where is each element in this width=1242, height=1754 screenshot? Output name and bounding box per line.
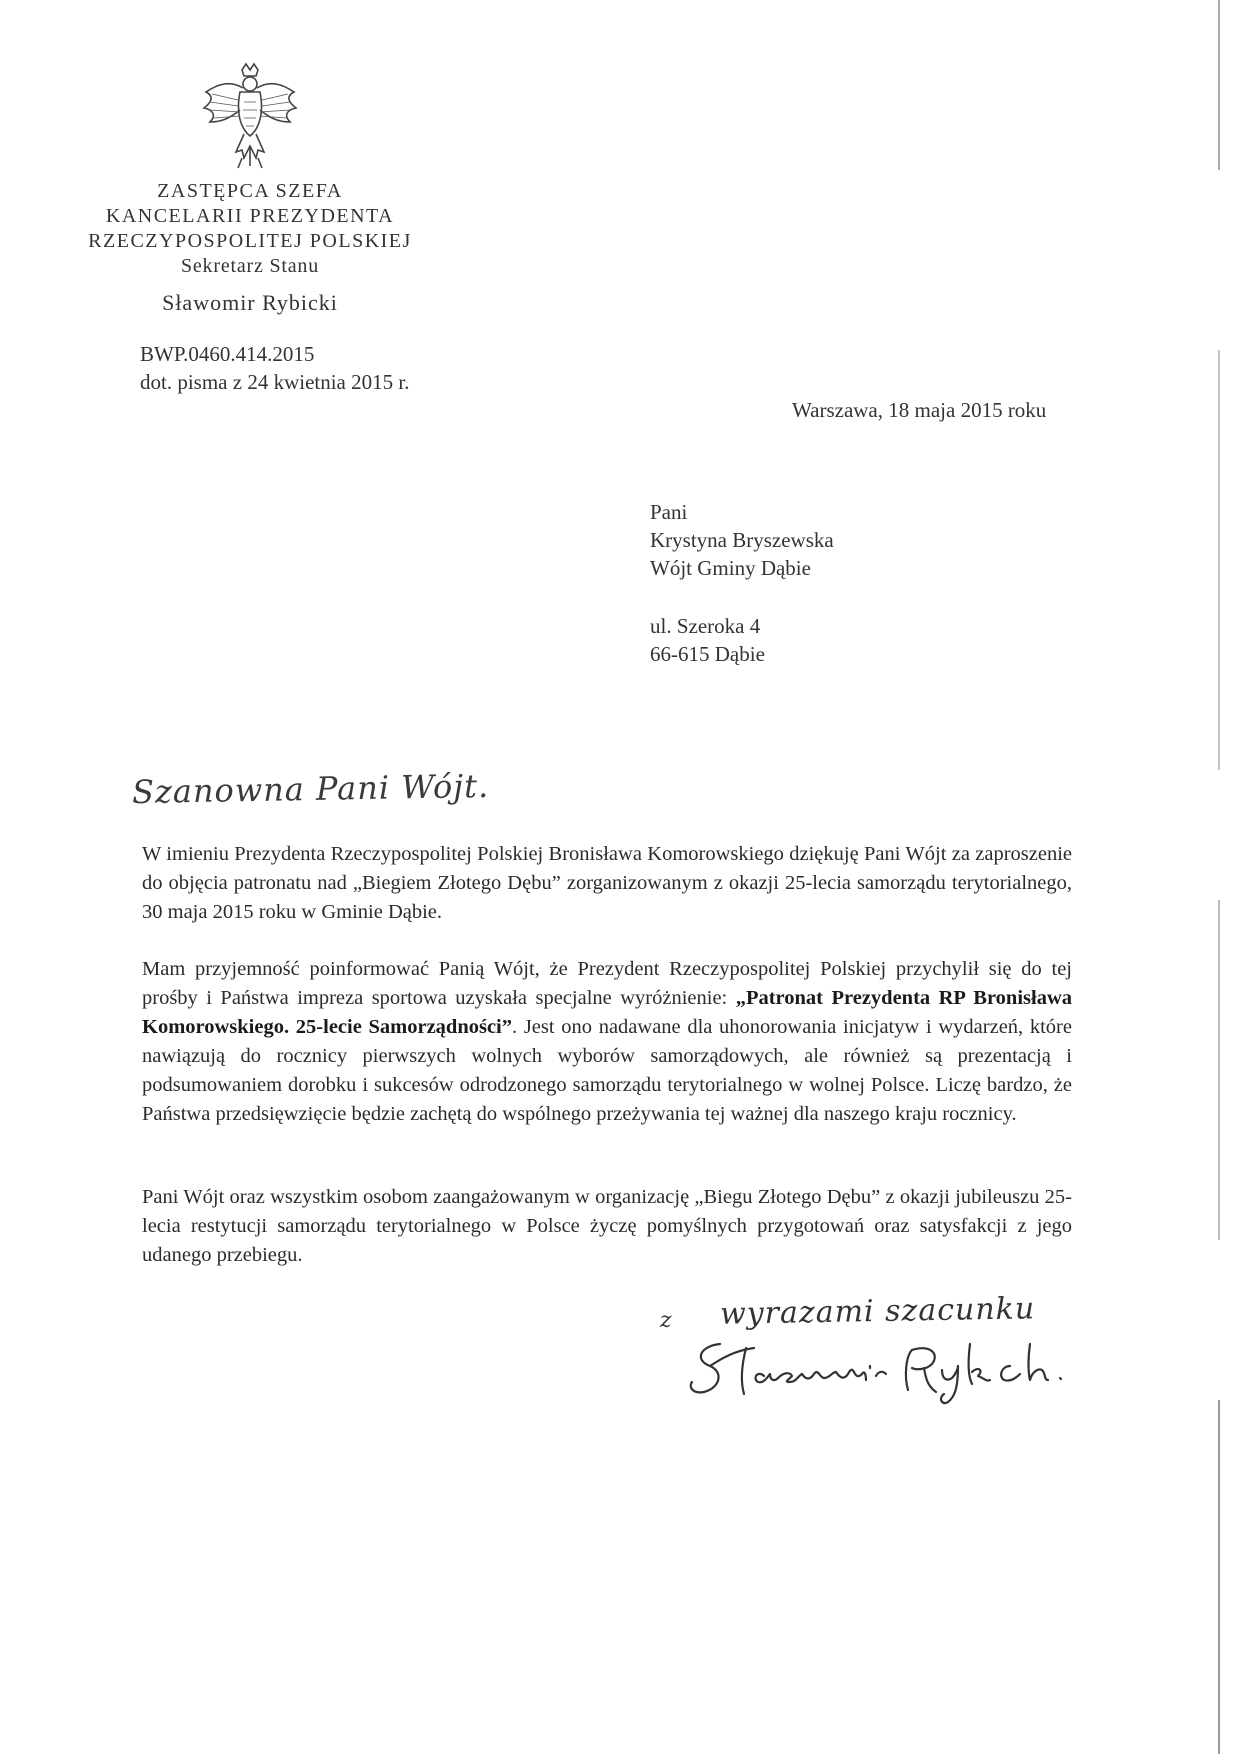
reference-regarding: dot. pisma z 24 kwietnia 2015 r.	[140, 370, 410, 394]
reference-number: BWP.0460.414.2015	[140, 342, 315, 366]
scan-edge-mark	[1218, 1400, 1220, 1754]
date-line: Warszawa, 18 maja 2015 roku	[792, 398, 1047, 422]
recipient-postal: 66-615 Dąbie	[650, 642, 765, 666]
scan-edge-mark	[1218, 0, 1220, 170]
header-title-line3: RZECZYPOSPOLITEJ POLSKIEJ	[88, 230, 412, 252]
scan-edge-mark	[1218, 350, 1220, 770]
body-paragraph-2-start: Mam przyjemność poinformować Panią Wójt, że Prezydent Rzeczypospolitej Polskiej przychylił się do tej prośby i Państwa impreza sportowa uzyskała specjalne wyróżnienie:	[142, 958, 1072, 1009]
sender-name: Sławomir Rybicki	[162, 290, 338, 315]
header-title-line4: Sekretarz Stanu	[180, 255, 320, 277]
recipient-street: ul. Szeroka 4	[650, 614, 761, 638]
polish-eagle-emblem-icon	[200, 62, 300, 172]
body-paragraph-2	[142, 955, 1072, 1129]
recipient-position: Wójt Gminy Dąbie	[650, 556, 811, 580]
handwritten-signature	[680, 1336, 1080, 1406]
recipient-name: Krystyna Bryszewska	[650, 528, 834, 552]
scan-edge-mark	[1218, 900, 1220, 1240]
body-paragraph-3: Pani Wójt oraz wszystkim osobom zaangażowanym w organizację „Biegu Złotego Dębu” z okazji jubileuszu 25-lecia restytucji samorządu terytorialnego w Polsce życzę pomyślnych przygotowań oraz satysfakcji z jego udanego przebiegu.	[142, 1186, 1072, 1266]
header-title-line2: KANCELARII PREZYDENTA	[105, 205, 395, 227]
closing-phrase: wyrazami szacunku	[719, 1291, 1036, 1332]
header-title-line1: ZASTĘPCA SZEFA	[157, 180, 343, 202]
patronat-title: „Patronat Prezydenta RP Bronisława Komorowskiego. 25-lecie Samorządności”	[142, 987, 1072, 1038]
handwritten-salutation: Szanowna Pani Wójt.	[131, 766, 490, 812]
recipient-title: Pani	[650, 500, 688, 524]
body-paragraph-1: W imieniu Prezydenta Rzeczypospolitej Polskiej Bronisława Komorowskiego dziękuję Pani Wójt za zaproszenie do objęcia patronatu nad „Biegiem Złotego Dębu” zorganizowanym z okazji 25-lecia samorządu terytorialnego, 30 maja 2015 roku w Gminie Dąbie.	[142, 843, 1072, 923]
closing-z: z	[660, 1308, 672, 1333]
body-paragraph-2-end: . Jest ono nadawane dla uhonorowania inicjatyw i wydarzeń, które nawiązują do rocznicy pierwszych wolnych wyborów samorządowych, ale również są prezentacją i podsumowaniem dorobku i sukcesów odrodzonego samorządu terytorialnego w wolnej Polsce. Liczę bardzo, że Państwa przedsięwzięcie będzie zachętą do wspólnego przeżywania tej ważnej dla naszego kraju rocznicy.	[142, 1016, 1072, 1125]
